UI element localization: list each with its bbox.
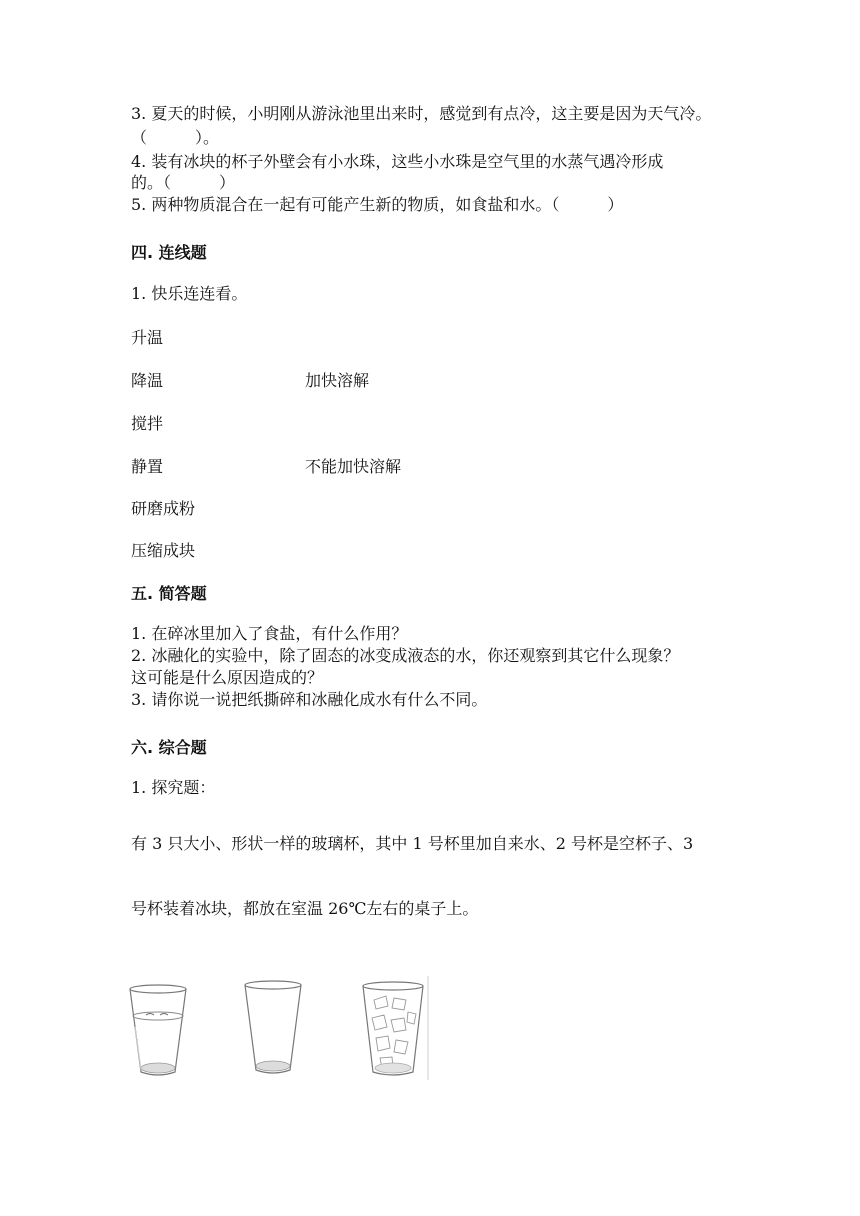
judge-q4-line1: 4. 装有冰块的杯子外壁会有小水珠，这些小水珠是空气里的水蒸气遇冷形成 (131, 152, 664, 171)
judge-q3-line2: （ ）。 (131, 128, 220, 147)
section6-para-line1: 有 3 只大小、形状一样的玻璃杯，其中 1 号杯里加自来水、2 号杯是空杯子、3 (131, 834, 694, 853)
match-left-item: 研磨成粉 (131, 499, 196, 518)
water-cup-icon (130, 985, 186, 1075)
match-left-item: 升温 (131, 328, 164, 347)
judge-q3-line1: 3. 夏天的时候，小明刚从游泳池里出来时，感觉到有点冷，这主要是因为天气冷。 (131, 104, 712, 123)
match-right-item: 加快溶解 (305, 371, 370, 390)
match-left-item: 搅拌 (131, 414, 164, 433)
ice-cup-icon (363, 976, 428, 1080)
section4-q1: 1. 快乐连连看。 (131, 284, 248, 303)
match-left-item: 压缩成块 (131, 541, 196, 560)
section4-heading: 四. 连线题 (131, 243, 207, 262)
section6-para-line2: 号杯装着冰块，都放在室温 26℃左右的桌子上。 (131, 899, 479, 918)
section6-heading: 六. 综合题 (131, 738, 207, 757)
match-left-item: 静置 (131, 457, 164, 476)
empty-cup-icon (245, 981, 301, 1073)
judge-q4-line2: 的。（ ） (131, 173, 236, 192)
section5-q2-line1: 2. 冰融化的实验中，除了固态的冰变成液态的水，你还观察到其它什么现象？ (131, 646, 680, 665)
section5-heading: 五. 简答题 (131, 584, 207, 603)
section5-q3: 3. 请你说一说把纸撕碎和冰融化成水有什么不同。 (131, 690, 488, 709)
match-right-item: 不能加快溶解 (305, 457, 402, 476)
section5-q2-line2: 这可能是什么原因造成的？ (131, 668, 324, 687)
judge-q5: 5. 两种物质混合在一起有可能产生新的物质，如食盐和水。（ ） (131, 195, 624, 214)
section5-q1: 1. 在碎冰里加入了食盐，有什么作用？ (131, 624, 408, 643)
cups-figure (126, 972, 436, 1084)
match-left-item: 降温 (131, 371, 164, 390)
section6-q1: 1. 探究题： (131, 778, 216, 797)
